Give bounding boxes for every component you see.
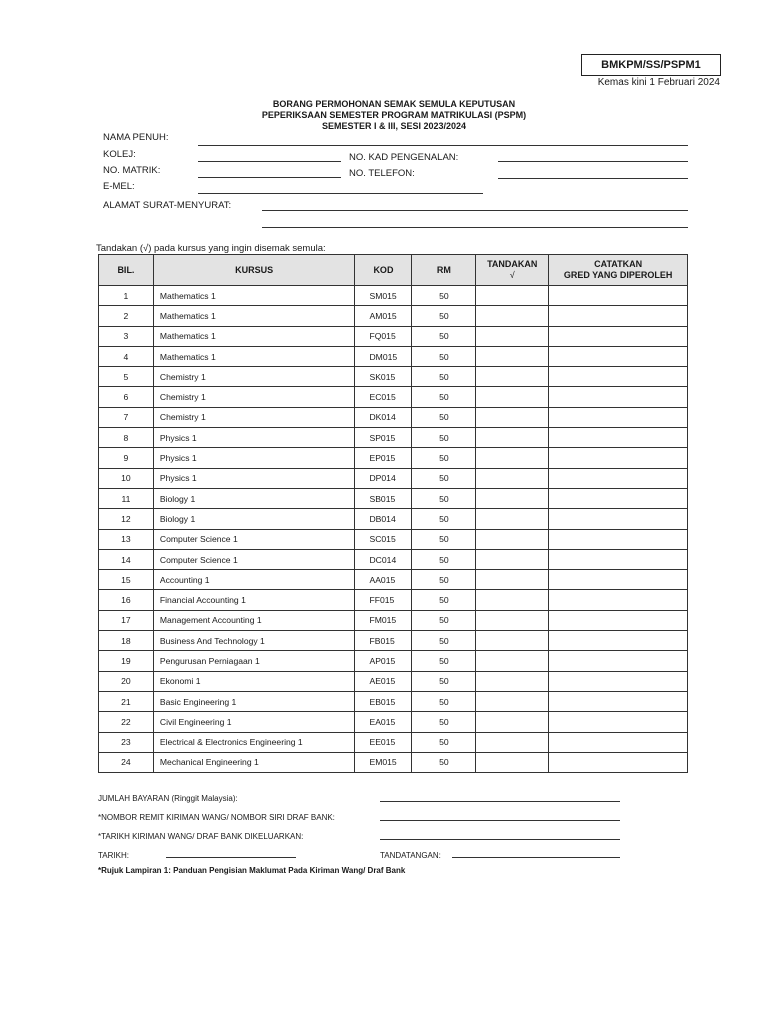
row-gred-cell[interactable] — [549, 752, 688, 772]
row-bil: 19 — [99, 651, 154, 671]
table-row — [99, 752, 688, 772]
row-gred-cell[interactable] — [549, 407, 688, 427]
row-tandakan-cell[interactable] — [476, 468, 549, 488]
row-kursus: Basic Engineering 1 — [153, 691, 355, 711]
row-kursus: Mechanical Engineering 1 — [153, 752, 355, 772]
row-rm: 50 — [412, 286, 476, 306]
table-row — [99, 509, 688, 529]
row-bil: 8 — [99, 428, 154, 448]
table-row — [99, 448, 688, 468]
row-tandakan-cell[interactable] — [476, 610, 549, 630]
header-tick-symbol: √ — [509, 270, 515, 280]
row-tandakan-cell[interactable] — [476, 570, 549, 590]
alamat-field-2[interactable] — [262, 227, 688, 228]
telefon-field[interactable] — [498, 178, 688, 179]
row-rm: 50 — [412, 590, 476, 610]
row-kursus: Pengurusan Perniagaan 1 — [153, 651, 355, 671]
title-line-1: BORANG PERMOHONAN SEMAK SEMULA KEPUTUSAN — [272, 99, 516, 109]
tarikh-kiriman-label: *TARIKH KIRIMAN WANG/ DRAF BANK DIKELUARKAN: — [98, 832, 304, 841]
row-gred-cell[interactable] — [549, 428, 688, 448]
row-kursus: Physics 1 — [153, 428, 355, 448]
reference-note: *Rujuk Lampiran 1: Panduan Pengisian Maklumat Pada Kiriman Wang/ Draf Bank — [98, 866, 406, 875]
courses-table — [98, 254, 688, 773]
nombor-label: *NOMBOR REMIT KIRIMAN WANG/ NOMBOR SIRI DRAF BANK: — [98, 813, 335, 822]
header-rm: RM — [412, 255, 476, 286]
header-bil: BIL. — [99, 255, 154, 286]
row-gred-cell[interactable] — [549, 509, 688, 529]
header-tandakan — [476, 255, 549, 286]
row-gred-cell[interactable] — [549, 529, 688, 549]
row-tandakan-cell[interactable] — [476, 631, 549, 651]
row-tandakan-cell[interactable] — [476, 367, 549, 387]
kad-label: NO. KAD PENGENALAN: — [349, 152, 459, 163]
row-kod: SB015 — [355, 488, 412, 508]
row-bil: 11 — [99, 488, 154, 508]
row-bil: 22 — [99, 712, 154, 732]
table-row — [99, 488, 688, 508]
row-kursus: Physics 1 — [153, 448, 355, 468]
table-row — [99, 691, 688, 711]
row-bil: 5 — [99, 367, 154, 387]
header-tandakan-label: TANDAKAN — [487, 259, 538, 269]
row-bil: 16 — [99, 590, 154, 610]
header-catatkan — [549, 255, 688, 286]
matrik-field[interactable] — [198, 177, 341, 178]
row-bil: 21 — [99, 691, 154, 711]
row-gred-cell[interactable] — [549, 306, 688, 326]
row-gred-cell[interactable] — [549, 671, 688, 691]
row-tandakan-cell[interactable] — [476, 326, 549, 346]
row-bil: 20 — [99, 671, 154, 691]
row-bil: 13 — [99, 529, 154, 549]
table-row — [99, 529, 688, 549]
row-bil: 2 — [99, 306, 154, 326]
row-rm: 50 — [412, 428, 476, 448]
row-rm: 50 — [412, 346, 476, 366]
row-tandakan-cell[interactable] — [476, 387, 549, 407]
row-kursus: Business And Technology 1 — [153, 631, 355, 651]
row-kursus: Computer Science 1 — [153, 529, 355, 549]
row-gred-cell[interactable] — [549, 387, 688, 407]
row-kursus: Mathematics 1 — [153, 346, 355, 366]
emel-field[interactable] — [198, 193, 483, 194]
row-kod: DC014 — [355, 549, 412, 569]
row-tandakan-cell[interactable] — [476, 712, 549, 732]
header-kod: KOD — [355, 255, 412, 286]
jumlah-field[interactable] — [380, 801, 620, 802]
table-row — [99, 407, 688, 427]
nama-label: NAMA PENUH: — [103, 132, 169, 143]
table-row — [99, 326, 688, 346]
row-rm: 50 — [412, 488, 476, 508]
row-gred-cell[interactable] — [549, 549, 688, 569]
row-bil: 18 — [99, 631, 154, 651]
row-bil: 6 — [99, 387, 154, 407]
row-tandakan-cell[interactable] — [476, 691, 549, 711]
row-kod: SC015 — [355, 529, 412, 549]
tandatangan-field[interactable] — [452, 857, 620, 858]
row-kursus: Chemistry 1 — [153, 407, 355, 427]
table-row — [99, 387, 688, 407]
row-bil: 1 — [99, 286, 154, 306]
row-rm: 50 — [412, 570, 476, 590]
row-tandakan-cell[interactable] — [476, 306, 549, 326]
table-row — [99, 651, 688, 671]
row-gred-cell[interactable] — [549, 712, 688, 732]
kad-field[interactable] — [498, 161, 688, 162]
row-gred-cell[interactable] — [549, 691, 688, 711]
row-kursus: Physics 1 — [153, 468, 355, 488]
row-rm: 50 — [412, 752, 476, 772]
row-rm: 50 — [412, 509, 476, 529]
row-kod: AP015 — [355, 651, 412, 671]
table-row — [99, 306, 688, 326]
row-tandakan-cell[interactable] — [476, 752, 549, 772]
row-gred-cell[interactable] — [549, 732, 688, 752]
row-kursus: Mathematics 1 — [153, 306, 355, 326]
row-tandakan-cell[interactable] — [476, 651, 549, 671]
row-tandakan-cell[interactable] — [476, 448, 549, 468]
alamat-field-1[interactable] — [262, 210, 688, 211]
header-catatkan-label: CATATKAN — [594, 259, 643, 269]
tarikh-field[interactable] — [166, 857, 296, 858]
form-title — [200, 99, 588, 132]
table-row — [99, 346, 688, 366]
row-kursus: Ekonomi 1 — [153, 671, 355, 691]
table-row — [99, 428, 688, 448]
row-bil: 14 — [99, 549, 154, 569]
row-gred-cell[interactable] — [549, 651, 688, 671]
row-kod: EA015 — [355, 712, 412, 732]
row-rm: 50 — [412, 651, 476, 671]
tarikh-label: TARIKH: — [98, 851, 129, 860]
table-row — [99, 367, 688, 387]
row-bil: 4 — [99, 346, 154, 366]
row-kod: AM015 — [355, 306, 412, 326]
row-bil: 9 — [99, 448, 154, 468]
row-kod: DM015 — [355, 346, 412, 366]
row-tandakan-cell[interactable] — [476, 590, 549, 610]
table-row — [99, 286, 688, 306]
row-kursus: Civil Engineering 1 — [153, 712, 355, 732]
row-rm: 50 — [412, 448, 476, 468]
row-kursus: Biology 1 — [153, 509, 355, 529]
row-kursus: Mathematics 1 — [153, 326, 355, 346]
tarikh-kiriman-field[interactable] — [380, 839, 620, 840]
row-rm: 50 — [412, 671, 476, 691]
row-bil: 17 — [99, 610, 154, 630]
row-gred-cell[interactable] — [549, 448, 688, 468]
telefon-label: NO. TELEFON: — [349, 168, 415, 179]
table-row — [99, 570, 688, 590]
row-kod: FQ015 — [355, 326, 412, 346]
row-gred-cell[interactable] — [549, 590, 688, 610]
row-rm: 50 — [412, 712, 476, 732]
row-rm: 50 — [412, 529, 476, 549]
row-gred-cell[interactable] — [549, 286, 688, 306]
row-gred-cell[interactable] — [549, 570, 688, 590]
row-rm: 50 — [412, 407, 476, 427]
row-kursus: Accounting 1 — [153, 570, 355, 590]
table-row — [99, 590, 688, 610]
row-kursus: Mathematics 1 — [153, 286, 355, 306]
alamat-label: ALAMAT SURAT-MENYURAT: — [103, 200, 232, 211]
row-kod: SP015 — [355, 428, 412, 448]
row-rm: 50 — [412, 326, 476, 346]
row-kursus: Management Accounting 1 — [153, 610, 355, 630]
row-kod: FB015 — [355, 631, 412, 651]
instruction-text: Tandakan (√) pada kursus yang ingin disemak semula: — [96, 243, 326, 254]
form-code-box: BMKPM/SS/PSPM1 — [581, 54, 721, 76]
row-rm: 50 — [412, 306, 476, 326]
row-kursus: Chemistry 1 — [153, 387, 355, 407]
row-gred-cell[interactable] — [549, 488, 688, 508]
kolej-label: KOLEJ: — [103, 149, 136, 160]
row-kod: AA015 — [355, 570, 412, 590]
row-kod: DP014 — [355, 468, 412, 488]
table-row — [99, 671, 688, 691]
row-rm: 50 — [412, 631, 476, 651]
row-bil: 10 — [99, 468, 154, 488]
row-gred-cell[interactable] — [549, 326, 688, 346]
row-tandakan-cell[interactable] — [476, 407, 549, 427]
row-bil: 12 — [99, 509, 154, 529]
row-kod: SK015 — [355, 367, 412, 387]
table-header-row — [99, 255, 688, 286]
title-line-3: SEMESTER I & III, SESI 2023/2024 — [321, 121, 467, 131]
header-kursus: KURSUS — [153, 255, 355, 286]
row-tandakan-cell[interactable] — [476, 549, 549, 569]
row-kod: FM015 — [355, 610, 412, 630]
row-rm: 50 — [412, 367, 476, 387]
row-kod: EB015 — [355, 691, 412, 711]
row-rm: 50 — [412, 691, 476, 711]
table-row — [99, 549, 688, 569]
row-kod: FF015 — [355, 590, 412, 610]
row-kod: AE015 — [355, 671, 412, 691]
title-line-2: PEPERIKSAAN SEMESTER PROGRAM MATRIKULASI (PSPM) — [261, 110, 527, 120]
row-kod: EE015 — [355, 732, 412, 752]
row-kod: SM015 — [355, 286, 412, 306]
nombor-field[interactable] — [380, 820, 620, 821]
row-kod: EP015 — [355, 448, 412, 468]
table-row — [99, 712, 688, 732]
row-tandakan-cell[interactable] — [476, 346, 549, 366]
tandatangan-label: TANDATANGAN: — [380, 851, 441, 860]
table-row — [99, 468, 688, 488]
row-tandakan-cell[interactable] — [476, 529, 549, 549]
matrik-label: NO. MATRIK: — [103, 165, 161, 176]
row-rm: 50 — [412, 468, 476, 488]
row-rm: 50 — [412, 732, 476, 752]
emel-label: E-MEL: — [103, 181, 135, 192]
header-gred-label: GRED YANG DIPEROLEH — [563, 270, 673, 280]
row-gred-cell[interactable] — [549, 346, 688, 366]
row-kursus: Financial Accounting 1 — [153, 590, 355, 610]
row-tandakan-cell[interactable] — [476, 286, 549, 306]
row-bil: 24 — [99, 752, 154, 772]
jumlah-label: JUMLAH BAYARAN (Ringgit Malaysia): — [98, 794, 238, 803]
row-kod: DB014 — [355, 509, 412, 529]
row-gred-cell[interactable] — [549, 468, 688, 488]
row-tandakan-cell[interactable] — [476, 732, 549, 752]
row-gred-cell[interactable] — [549, 367, 688, 387]
table-row — [99, 610, 688, 630]
row-tandakan-cell[interactable] — [476, 488, 549, 508]
row-bil: 7 — [99, 407, 154, 427]
row-tandakan-cell[interactable] — [476, 509, 549, 529]
row-kursus: Computer Science 1 — [153, 549, 355, 569]
row-rm: 50 — [412, 610, 476, 630]
kolej-field[interactable] — [198, 161, 341, 162]
row-tandakan-cell[interactable] — [476, 671, 549, 691]
row-gred-cell[interactable] — [549, 610, 688, 630]
row-kod: EC015 — [355, 387, 412, 407]
row-kursus: Biology 1 — [153, 488, 355, 508]
table-row — [99, 732, 688, 752]
row-kod: EM015 — [355, 752, 412, 772]
row-gred-cell[interactable] — [549, 631, 688, 651]
row-bil: 23 — [99, 732, 154, 752]
table-row — [99, 631, 688, 651]
nama-field[interactable] — [198, 145, 688, 146]
row-rm: 50 — [412, 549, 476, 569]
updated-date: Kemas kini 1 Februari 2024 — [597, 77, 720, 88]
row-kursus: Chemistry 1 — [153, 367, 355, 387]
row-bil: 15 — [99, 570, 154, 590]
row-kod: DK014 — [355, 407, 412, 427]
row-bil: 3 — [99, 326, 154, 346]
row-rm: 50 — [412, 387, 476, 407]
row-tandakan-cell[interactable] — [476, 428, 549, 448]
row-kursus: Electrical & Electronics Engineering 1 — [153, 732, 355, 752]
